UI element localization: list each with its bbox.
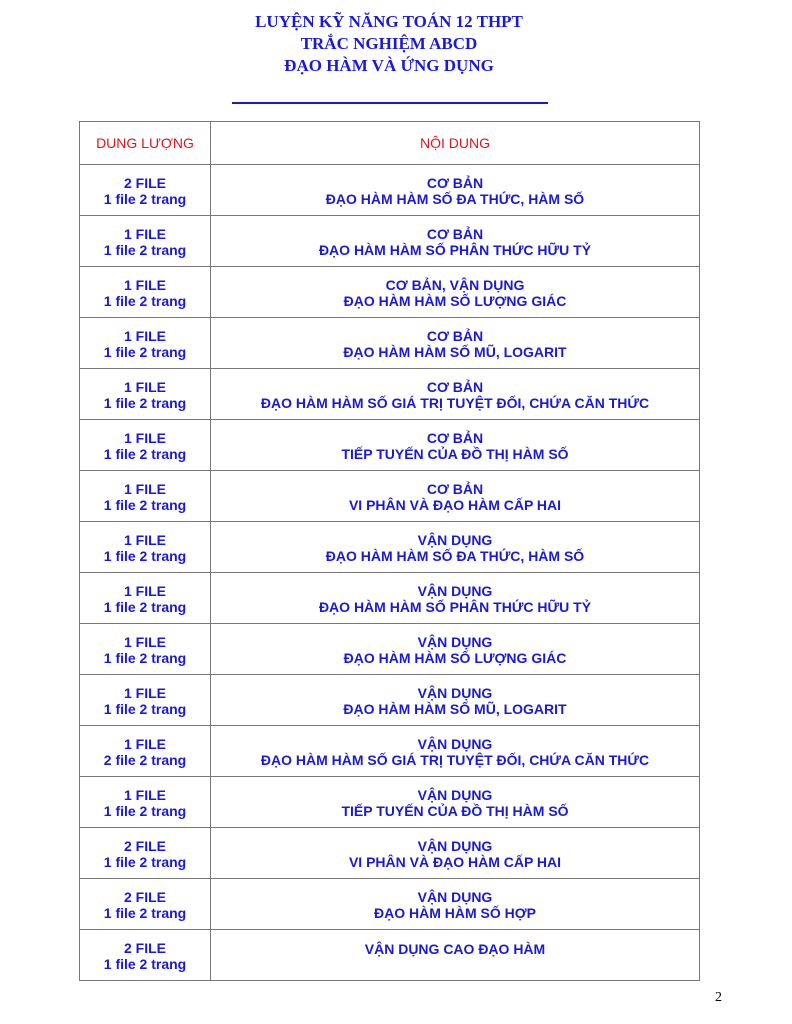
content-cell — [211, 318, 700, 369]
page-count: 1 file 2 trang — [103, 599, 187, 615]
file-count: 2 FILE — [123, 889, 166, 905]
file-count: 1 FILE — [123, 277, 166, 293]
content-cell — [211, 420, 700, 471]
document-header — [0, 11, 778, 77]
table-row — [80, 420, 700, 471]
header-divider — [232, 102, 548, 104]
size-cell — [80, 522, 211, 573]
table-row — [80, 777, 700, 828]
level-label: VẬN DỤNG — [417, 787, 493, 803]
content-cell — [211, 675, 700, 726]
page-count: 1 file 2 trang — [103, 956, 187, 972]
table-row — [80, 828, 700, 879]
size-cell — [80, 216, 211, 267]
level-label: VẬN DỤNG — [417, 838, 493, 854]
content-cell — [211, 369, 700, 420]
topic-label: ĐẠO HÀM HÀM SỐ ĐA THỨC, HÀM SỐ — [325, 191, 585, 207]
topic-label: ĐẠO HÀM HÀM SỐ MŨ, LOGARIT — [343, 344, 567, 360]
level-label: VẬN DỤNG — [417, 583, 493, 599]
content-cell — [211, 624, 700, 675]
level-label: CƠ BẢN — [426, 328, 484, 344]
page-count: 1 file 2 trang — [103, 701, 187, 717]
table-row — [80, 675, 700, 726]
file-count: 1 FILE — [123, 583, 166, 599]
table-row — [80, 318, 700, 369]
content-cell — [211, 930, 700, 981]
file-count: 1 FILE — [123, 736, 166, 752]
file-count: 1 FILE — [123, 226, 166, 242]
size-cell — [80, 420, 211, 471]
file-count: 1 FILE — [123, 379, 166, 395]
page-count: 1 file 2 trang — [103, 650, 187, 666]
topic-label: ĐẠO HÀM HÀM SỐ HỢP — [373, 905, 537, 921]
content-cell — [211, 726, 700, 777]
topic-label: ĐẠO HÀM HÀM SỐ GIÁ TRỊ TUYỆT ĐỐI, CHỨA CĂN THỨC — [260, 395, 650, 411]
page-count: 1 file 2 trang — [103, 497, 187, 513]
page-count: 1 file 2 trang — [103, 191, 187, 207]
page-number: 2 — [715, 990, 722, 1005]
page-count: 1 file 2 trang — [103, 905, 187, 921]
level-label: VẬN DỤNG — [417, 736, 493, 752]
content-cell — [211, 573, 700, 624]
file-count: 1 FILE — [123, 685, 166, 701]
level-label: VẬN DỤNG — [417, 685, 493, 701]
table-row — [80, 267, 700, 318]
header-title-line1: LUYỆN KỸ NĂNG TOÁN 12 THPT — [255, 12, 523, 31]
level-label: VẬN DỤNG — [417, 532, 493, 548]
level-label: CƠ BẢN, VẬN DỤNG — [385, 277, 525, 293]
page-count: 1 file 2 trang — [103, 293, 187, 309]
level-label: CƠ BẢN — [426, 379, 484, 395]
file-count: 1 FILE — [123, 787, 166, 803]
table-row — [80, 930, 700, 981]
table-row — [80, 165, 700, 216]
level-label: CƠ BẢN — [426, 175, 484, 191]
table-row — [80, 879, 700, 930]
size-cell — [80, 879, 211, 930]
page-count: 1 file 2 trang — [103, 344, 187, 360]
topic-label: ĐẠO HÀM HÀM SỐ PHÂN THỨC HỮU TỶ — [318, 242, 592, 258]
topic-label: ĐẠO HÀM HÀM SỐ MŨ, LOGARIT — [343, 701, 567, 717]
size-cell — [80, 828, 211, 879]
table-row — [80, 573, 700, 624]
topic-label: ĐẠO HÀM HÀM SỐ ĐA THỨC, HÀM SỐ — [325, 548, 585, 564]
level-label: CƠ BẢN — [426, 481, 484, 497]
topic-label: TIẾP TUYẾN CỦA ĐỒ THỊ HÀM SỐ — [341, 446, 569, 462]
content-cell — [211, 471, 700, 522]
level-label: VẬN DỤNG CAO ĐẠO HÀM — [364, 941, 546, 957]
table-body — [80, 165, 700, 981]
table-row — [80, 471, 700, 522]
page-count: 1 file 2 trang — [103, 548, 187, 564]
content-cell — [211, 828, 700, 879]
content-cell — [211, 165, 700, 216]
table-row — [80, 522, 700, 573]
page-count: 1 file 2 trang — [103, 803, 187, 819]
page-count: 1 file 2 trang — [103, 446, 187, 462]
topic-label: ĐẠO HÀM HÀM SỐ LƯỢNG GIÁC — [343, 650, 567, 666]
content-cell — [211, 216, 700, 267]
file-count: 1 FILE — [123, 634, 166, 650]
file-count: 1 FILE — [123, 481, 166, 497]
page-count: 1 file 2 trang — [103, 854, 187, 870]
size-cell — [80, 930, 211, 981]
content-cell — [211, 267, 700, 318]
table-row — [80, 624, 700, 675]
size-cell — [80, 165, 211, 216]
table-header-row — [80, 122, 700, 165]
content-cell — [211, 522, 700, 573]
size-cell — [80, 267, 211, 318]
page-count: 2 file 2 trang — [103, 752, 187, 768]
page-count: 1 file 2 trang — [103, 395, 187, 411]
topic-label: ĐẠO HÀM HÀM SỐ LƯỢNG GIÁC — [343, 293, 567, 309]
topic-label: VI PHÂN VÀ ĐẠO HÀM CẤP HAI — [348, 854, 562, 870]
file-count: 2 FILE — [123, 838, 166, 854]
table-row — [80, 369, 700, 420]
header-title-line3: ĐẠO HÀM VÀ ỨNG DỤNG — [284, 56, 494, 75]
table-row — [80, 726, 700, 777]
content-cell — [211, 777, 700, 828]
column-header-content: NỘI DUNG — [211, 122, 700, 165]
size-cell — [80, 318, 211, 369]
content-table — [79, 121, 700, 981]
topic-label: VI PHÂN VÀ ĐẠO HÀM CẤP HAI — [348, 497, 562, 513]
page-count: 1 file 2 trang — [103, 242, 187, 258]
level-label: VẬN DỤNG — [417, 634, 493, 650]
file-count: 1 FILE — [123, 532, 166, 548]
table-row — [80, 216, 700, 267]
header-title-line2: TRẮC NGHIỆM ABCD — [300, 34, 478, 53]
column-header-size: DUNG LƯỢNG — [80, 122, 211, 165]
file-count: 1 FILE — [123, 430, 166, 446]
size-cell — [80, 726, 211, 777]
size-cell — [80, 777, 211, 828]
size-cell — [80, 675, 211, 726]
file-count: 2 FILE — [123, 940, 166, 956]
topic-label: ĐẠO HÀM HÀM SỐ GIÁ TRỊ TUYỆT ĐỐI, CHỨA CĂN THỨC — [260, 752, 650, 768]
topic-label: ĐẠO HÀM HÀM SỐ PHÂN THỨC HỮU TỶ — [318, 599, 592, 615]
content-cell — [211, 879, 700, 930]
level-label: CƠ BẢN — [426, 226, 484, 242]
size-cell — [80, 471, 211, 522]
level-label: VẬN DỤNG — [417, 889, 493, 905]
size-cell — [80, 369, 211, 420]
size-cell — [80, 624, 211, 675]
topic-label: TIẾP TUYẾN CỦA ĐỒ THỊ HÀM SỐ — [341, 803, 569, 819]
file-count: 2 FILE — [123, 175, 166, 191]
level-label: CƠ BẢN — [426, 430, 484, 446]
size-cell — [80, 573, 211, 624]
file-count: 1 FILE — [123, 328, 166, 344]
